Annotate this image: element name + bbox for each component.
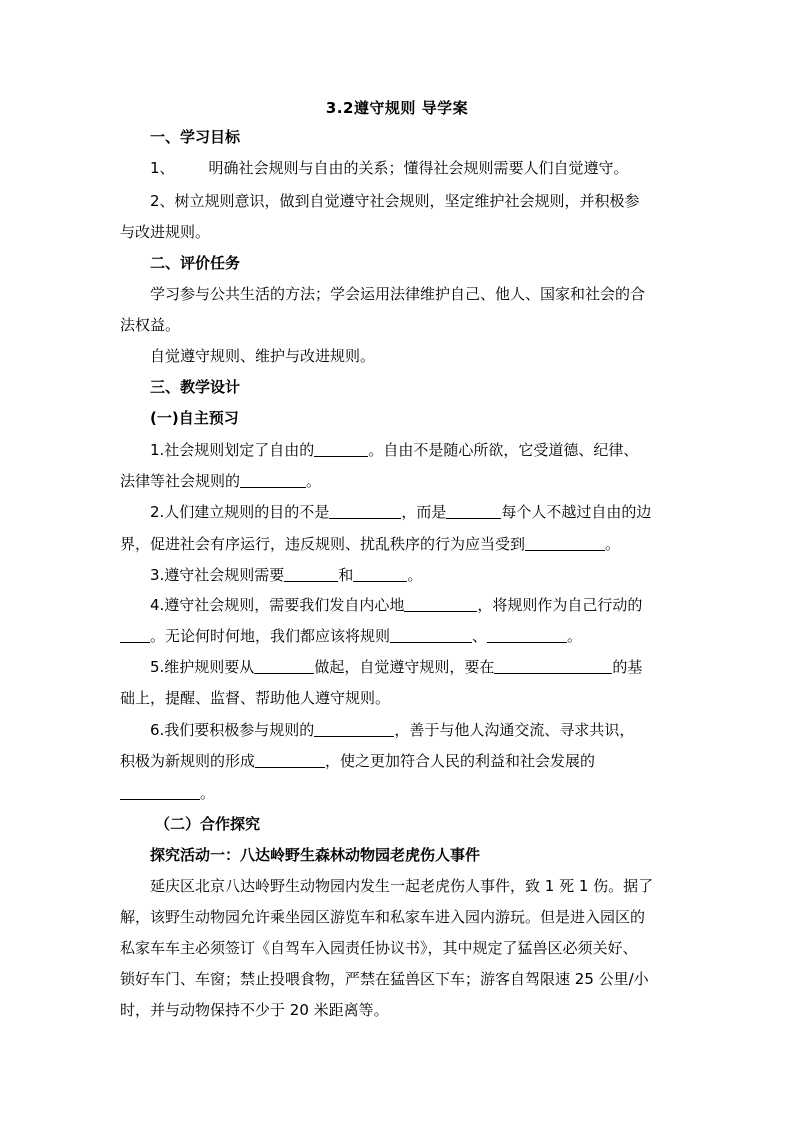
q6-text-3: 积极为新规则的形成 <box>120 752 256 770</box>
q4-text-5: 。 <box>567 627 583 645</box>
fill-blank[interactable] <box>240 472 306 488</box>
question-3 <box>150 565 680 585</box>
activity-1-line-2: 解，该野生动物园允许乘坐园区游览车和私家车进入园内游玩。但是进入园区的 <box>120 908 646 926</box>
fill-blank[interactable] <box>525 535 605 551</box>
question-5-line-1 <box>150 657 680 677</box>
question-1-line-2 <box>120 471 680 491</box>
q5-text-2: 做起，自觉遵守规则，要在 <box>314 658 495 676</box>
section-heading-teaching-design: 三、教学设计 <box>150 378 241 396</box>
activity-1-line-3: 私家车车主必须签订《自驾车入园责任协议书》，其中规定了猛兽区必须关好、 <box>120 939 638 957</box>
q1-text-1: 1.社会规则划定了自由的 <box>150 441 315 459</box>
q2-text-4: 界，促进社会有序运行，违反规则、扰乱秩序的行为应当受到 <box>120 535 526 553</box>
fill-blank[interactable] <box>314 721 394 737</box>
question-4-line-1 <box>150 595 680 615</box>
q6-text-1: 6.我们要积极参与规则的 <box>150 721 315 739</box>
evaluation-para-2: 自觉遵守规则、维护与改进规则。 <box>150 347 376 365</box>
q1-text-4: 。 <box>306 472 322 490</box>
fill-blank[interactable] <box>353 566 407 582</box>
q2-text-5: 。 <box>605 535 621 553</box>
q6-text-2: ，善于与他人沟通交流、寻求共识， <box>394 721 635 739</box>
goal-item-2-line-2: 与改进规则。 <box>120 223 211 241</box>
fill-blank[interactable] <box>254 658 314 674</box>
q2-text-3: 每个人不越过自由的边 <box>501 503 652 521</box>
fill-blank[interactable] <box>120 627 150 643</box>
question-1-line-1 <box>150 440 680 460</box>
q2-text-1: 2.人们建立规则的目的不是 <box>150 503 330 521</box>
document-title: 3.2遵守规则 导学案 <box>325 99 469 117</box>
q6-text-4: ，使之更加符合人民的利益和社会发展的 <box>325 752 596 770</box>
q2-text-2: ，而是 <box>401 503 447 521</box>
q1-text-3: 法律等社会规则的 <box>120 472 241 490</box>
q3-text-1: 3.遵守社会规则需要 <box>150 566 285 584</box>
fill-blank[interactable] <box>390 627 472 643</box>
question-2-line-1 <box>150 502 680 522</box>
subsection-heading-cooperative-inquiry: （二）合作探究 <box>155 815 261 833</box>
q4-text-1: 4.遵守社会规则，需要我们发自内心地 <box>150 596 405 614</box>
goal-item-1-text: 明确社会规则与自由的关系；懂得社会规则需要人们自觉遵守。 <box>208 159 629 177</box>
fill-blank[interactable] <box>314 441 368 457</box>
question-6-line-1 <box>150 720 680 740</box>
q4-text-3: 。无论何时何地，我们都应该将规则 <box>150 627 391 645</box>
q3-text-2: 和 <box>338 566 354 584</box>
fill-blank[interactable] <box>446 503 501 519</box>
section-heading-learning-goals: 一、学习目标 <box>150 128 241 146</box>
goal-item-2-line-1: 2、树立规则意识，做到自觉遵守社会规则，坚定维护社会规则，并积极参 <box>150 192 640 210</box>
question-4-line-2 <box>120 626 680 646</box>
subsection-heading-self-study: (一)自主预习 <box>150 409 239 427</box>
fill-blank[interactable] <box>120 784 200 800</box>
q4-text-4: 、 <box>472 627 488 645</box>
q1-text-2: 。自由不是随心所欲，它受道德、纪律、 <box>368 441 639 459</box>
activity-1-line-1: 延庆区北京八达岭野生动物园内发生一起老虎伤人事件，致 1 死 1 伤。据了 <box>150 877 654 895</box>
evaluation-para-1-line-2: 法权益。 <box>120 316 181 334</box>
question-5-line-2: 础上，提醒、监督、帮助他人遵守规则。 <box>120 689 391 707</box>
question-6-line-2 <box>120 751 680 771</box>
fill-blank[interactable] <box>329 503 401 519</box>
section-heading-evaluation: 二、评价任务 <box>150 254 241 272</box>
activity-1-heading: 探究活动一：八达岭野生森林动物园老虎伤人事件 <box>150 846 481 864</box>
question-2-line-2 <box>120 534 680 554</box>
fill-blank[interactable] <box>487 627 567 643</box>
q5-text-1: 5.维护规则要从 <box>150 658 255 676</box>
fill-blank[interactable] <box>255 752 325 768</box>
q3-text-3: 。 <box>407 566 423 584</box>
goal-item-1 <box>150 158 680 178</box>
activity-1-line-4: 锁好车门、车窗；禁止投喂食物，严禁在猛兽区下车；游客自驾限速 25 公里/小 <box>120 970 649 988</box>
question-6-line-3 <box>120 783 680 803</box>
goal-item-1-number: 1、 <box>150 159 175 177</box>
fill-blank[interactable] <box>494 658 612 674</box>
fill-blank[interactable] <box>404 596 477 612</box>
q4-text-2: ，将规则作为自己行动的 <box>477 596 643 614</box>
evaluation-para-1-line-1: 学习参与公共生活的方法；学会运用法律维护自己、他人、国家和社会的合 <box>150 285 646 303</box>
q6-text-5: 。 <box>200 784 216 802</box>
q5-text-3: 的基 <box>612 658 643 676</box>
activity-1-line-5: 时，并与动物保持不少于 20 米距离等。 <box>120 1001 389 1019</box>
fill-blank[interactable] <box>284 566 338 582</box>
